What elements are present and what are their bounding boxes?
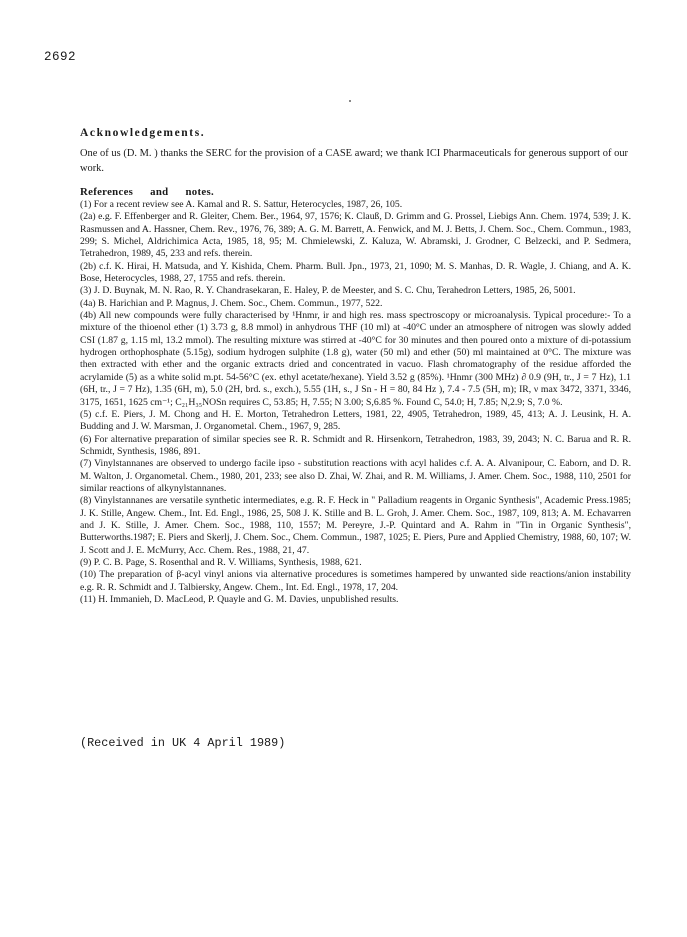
- reference-9: (9) P. C. B. Page, S. Rosenthal and R. V. Williams, Synthesis, 1988, 621.: [80, 556, 362, 568]
- reference-4a: (4a) B. Harichian and P. Magnus, J. Chem. Soc., Chem. Commun., 1977, 522.: [80, 297, 383, 309]
- received-date: (Received in UK 4 April 1989): [80, 736, 286, 750]
- reference-3: (3) J. D. Buynak, M. N. Rao, R. Y. Chandrasekaran, E. Haley, P. de Meester, and S. C. Chu, Terahedron Letters, 1985, 26, 5001.: [80, 285, 576, 297]
- references-heading: References and notes.: [80, 186, 214, 198]
- reference-5: (5) c.f. E. Piers, J. M. Chong and H. E. Morton, Tetrahedron Letters, 1981, 22, 4905, Tetrahedron, 1989, 45, 413; A. J. Leusink, H. A. Budding and J. W. Marsman, J. Organometal. Chem., 1967, 9, 285.: [80, 408, 631, 433]
- reference-10: (10) The preparation of β-acyl vinyl anions via alternative procedures is sometimes hampered by unwanted side reactions/anion instability e.g. R. R. Schmidt and J. Talbiersky, Angew. Chem., Int. Ed. Engl., 1978, 17, 204.: [80, 569, 631, 593]
- reference-7: (7) Vinylstannanes are observed to undergo facile ipso - substitution reactions with acyl halides c.f. A. A. Alvanipour, C. Eaborn, and D. R. M. Walton, J. Organometal. Chem., 1980, 201, 233; see also D. Zhai, W. Zhai, and R. M. Williams, J. Amer. Chem. Soc., 1988, 110, 2501 for similar reactions of alkynylstannanes.: [80, 458, 631, 494]
- references-list: [80, 199, 631, 606]
- reference-11: (11) H. Immanieh, D. MacLeod, P. Quayle and G. M. Davies, unpublished results.: [80, 594, 399, 605]
- reference-8: (8) Vinylstannanes are versatile synthetic intermediates, e.g. R. F. Heck in " Palladium reagents in Organic Synthesis", Academic Press.1985; J. K. Stille, Angew. Chem., Int. Ed. Engl., 1986, 25, 508 J. K. Stille and B. L. Groh, J. Amer. Chem. Soc., 1987, 109, 813; A. M. Echavarren and J. K. Stille, J. Amer. Chem. Soc., 1988, 110, 1557; M. Pereyre, J.-P. Quintard and A. Rahm in "Tin in Organic Synthesis", Butterworths.1987; E. Piers and Skerlj, J. Chem. Soc., Chem. Commun., 1987, 1025; E. Piers, Pure and Applied Chemistry, 1988, 60, 107; W. J. Scott and J. E. McMurry, Acc. Chem. Res., 1988, 21, 47.: [80, 495, 631, 556]
- reference-1: (1) For a recent review see A. Kamal and R. S. Sattur, Heterocycles, 1987, 26, 105.: [80, 199, 403, 210]
- acknowledgements-heading: Acknowledgements.: [80, 127, 206, 139]
- page-number: 2692: [44, 50, 77, 64]
- reference-4b: (4b) All new compounds were fully characterised by ¹Hnmr, ir and high res. mass spectroscopy or microanalysis. Typical procedure:- To a mixture of the thioenol ether (1) 3.73 g, 8.8 mmol) in anhydrous THF (10 ml) at -40°C under an atmosphere of nitrogen was slowly added CSI (1.87 g, 1.15 ml, 13.2 mmol). The resulting mixture was stirred at -40°C for 30 minutes and then poured onto a mixture of di-potassium hydrogen orthophosphate (5.15g), sodium hydrogen sulphite (1.8 g), water (50 ml) and ether (50) ml maintained at 0°C. The mixture was then extracted with ether and the organic extracts dried and concentrated in vacuo. Flash chromatography of the residue afforded the acrylamide (5) as a white solid m.pt. 54-56°C (ex. ethyl acetate/hexane). Yield 3.52 g (85%). ¹Hnmr (300 MHz) ∂ 0.9 (9H, tr., J = 7 Hz), 1.1 (6H, tr., J = 7 Hz), 1.35 (6H, m), 5.0 (2H, brd. s., exch.), 5.55 (1H, s., J Sn - H = 80, 84 Hz ), 7.4 - 7.5 (5H, m); IR, ν max 3472, 3371, 3346, 3175, 1651, 1625 cm⁻¹; C₂₁H₃₅NOSn requires C, 53.85; H, 7.55; N 3.00; S,6.85 %. Found C, 54.0; H, 7.85; N,2.9; S, 7.0 %.: [80, 310, 631, 408]
- reference-2b: (2b) c.f. K. Hirai, H. Matsuda, and Y. Kishida, Chem. Pharm. Bull. Jpn., 1973, 21, 1090; M. S. Manhas, D. R. Wagle, J. Chiang, and A. K. Bose, Heterocycles, 1988, 27, 1755 and refs. therein.: [80, 260, 631, 285]
- acknowledgements-text: One of us (D. M. ) thanks the SERC for the provision of a CASE award; we thank ICI Pharmaceuticals for generous support of our work.: [80, 148, 628, 174]
- reference-2a: (2a) e.g. F. Effenberger and R. Gleiter, Chem. Ber., 1964, 97, 1576; K. Clauß, D. Grimm and G. Prossel, Liebigs Ann. Chem. 1974, 539; J. K. Rasmussen and A. Hassner, Chem. Rev., 1976, 76, 389; A. G. M. Barrett, A. Fenwick, and M. J. Betts, J. Chem. Soc., Chem. Commun., 1983, 299; S. Michel, Aldrichimica Acta, 1985, 18, 95; M. Chmielewski, Z. Kaluza, W. Abramski, J. Grodner, C Belzecki, and P. Sedmera, Tetrahedron, 1989, 45, 233 and refs. therein.: [80, 211, 631, 260]
- scan-speck: [349, 100, 351, 102]
- reference-6: (6) For alternative preparation of similar species see R. R. Schmidt and R. Hirsenkorn, Tetrahedron, 1983, 39, 2043; N. C. Barua and R. R. Schmidt, Synthesis, 1986, 891.: [80, 433, 631, 457]
